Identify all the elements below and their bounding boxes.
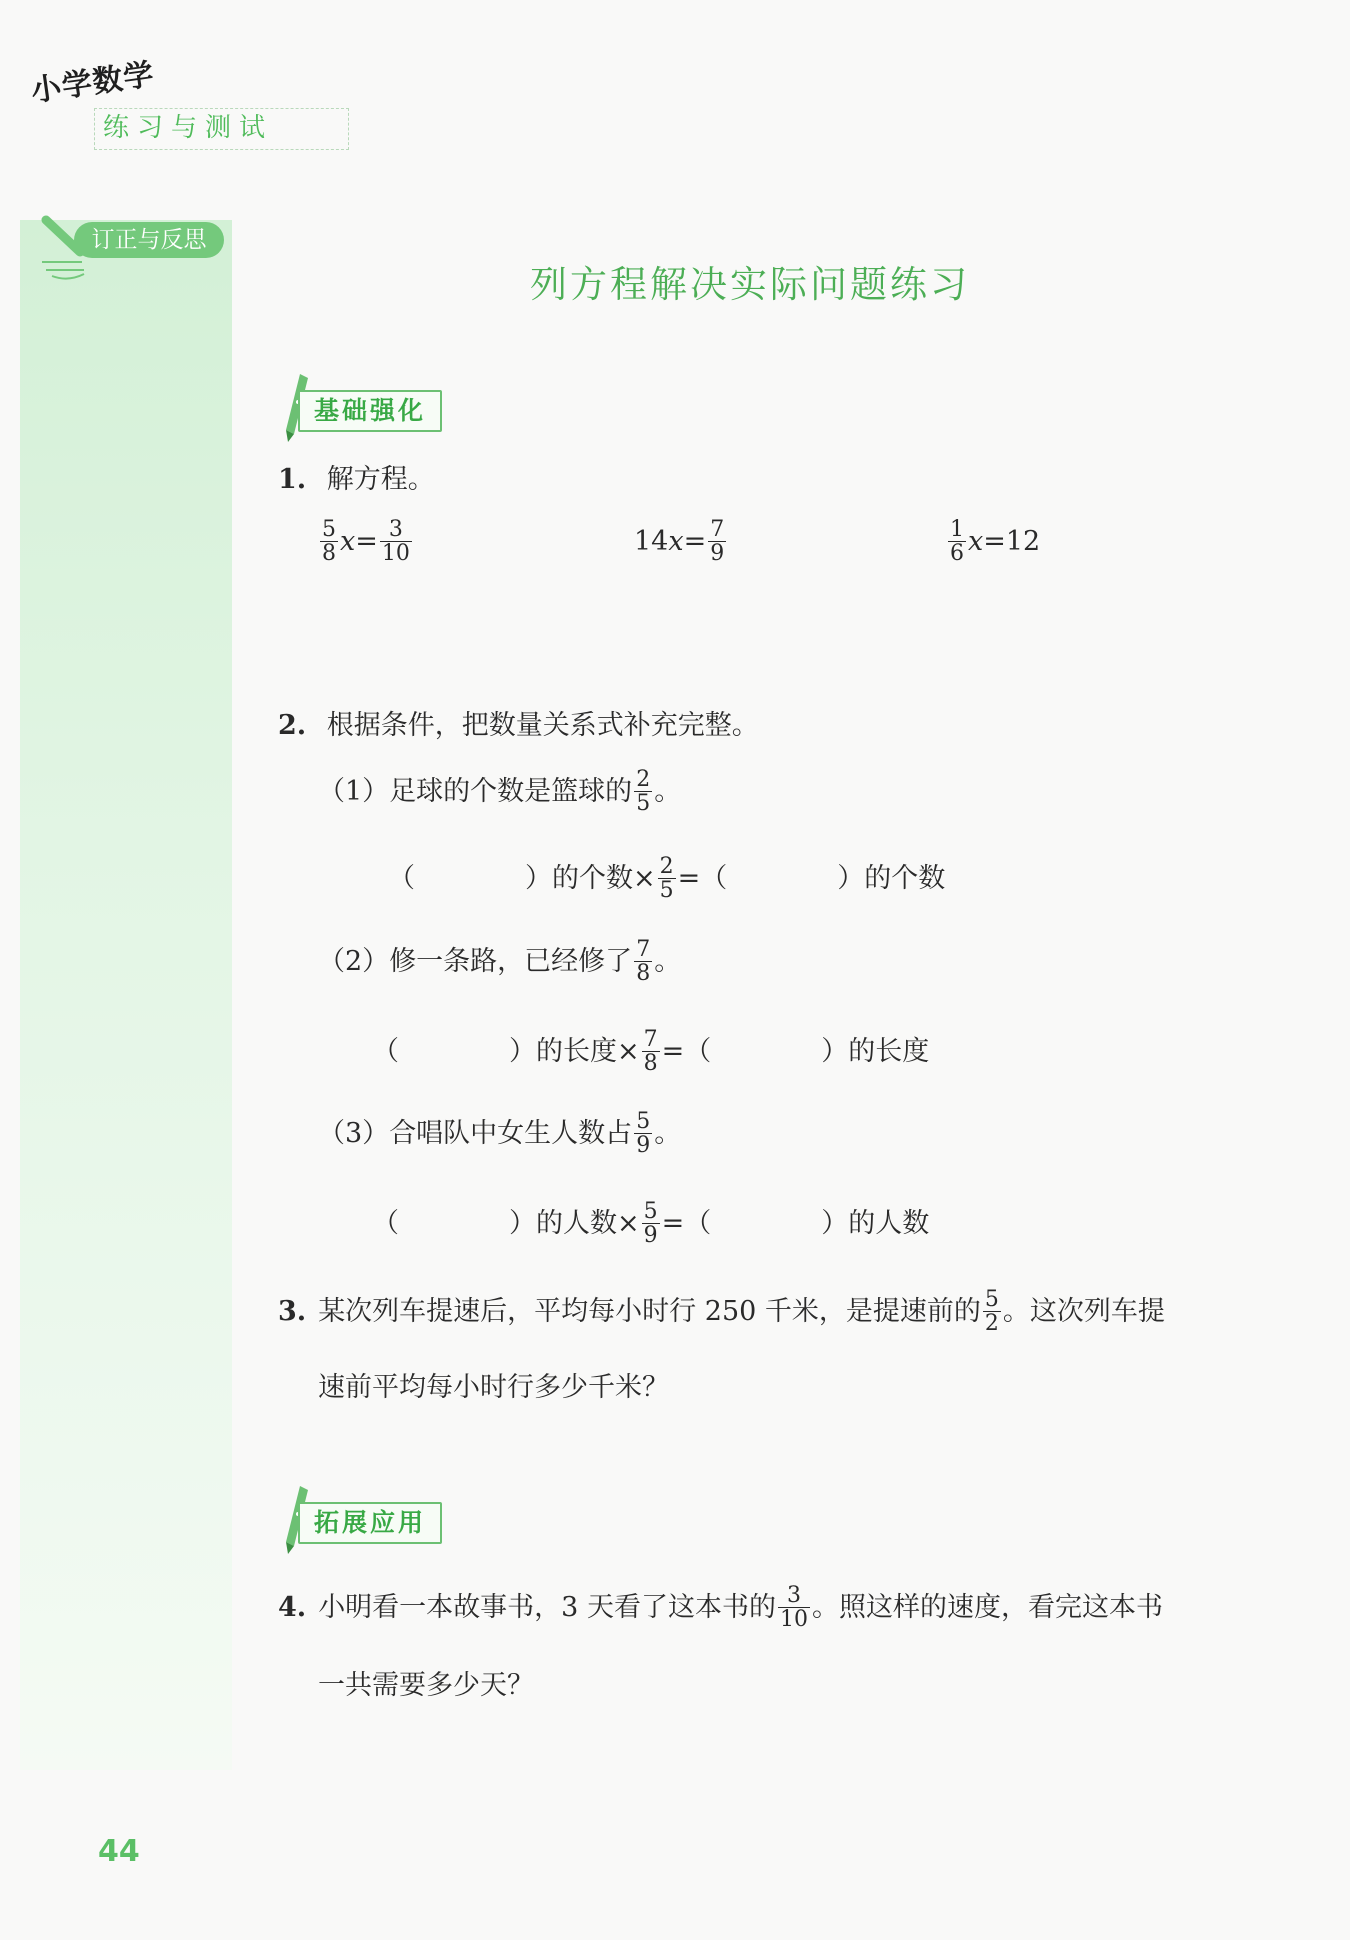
frac-numerator: 5 <box>636 1109 651 1134</box>
q1-number: 1. <box>278 464 307 495</box>
relation-text: ）的长度× <box>509 1036 640 1068</box>
q1-text: 解方程。 <box>326 464 435 495</box>
frac-denominator: 8 <box>643 1051 658 1077</box>
relation-text: ）的人数 <box>821 1208 930 1240</box>
q2-number: 2. <box>278 710 307 741</box>
period: 。 <box>654 946 682 978</box>
part-condition: 足球的个数是篮球的 <box>389 776 633 808</box>
correction-label: 订正与反思 <box>74 222 224 258</box>
part-label: （2） <box>318 946 390 978</box>
q2-part-3-condition <box>318 1110 681 1157</box>
relation-text: ）的个数× <box>525 863 656 895</box>
relation-text: ）的个数 <box>837 863 946 895</box>
operator: = <box>983 526 1006 558</box>
period: 。 <box>654 1118 682 1150</box>
q1-line <box>278 466 435 493</box>
frac-denominator: 9 <box>636 1133 651 1159</box>
q2-part-1-relation <box>388 855 945 902</box>
frac-numerator: 2 <box>659 854 674 879</box>
frac-numerator: 3 <box>388 517 403 542</box>
q3-line-1 <box>278 1288 1165 1335</box>
frac-numerator: 5 <box>984 1287 999 1312</box>
q4-text-b: 。照这样的速度，看完这本书 <box>811 1592 1163 1624</box>
q2-line <box>278 712 759 739</box>
section-extend-label: 拓展应用 <box>298 1502 442 1544</box>
q2-part-1-condition <box>318 768 681 815</box>
frac-denominator: 5 <box>659 878 674 904</box>
equals-blank: =（ <box>661 1208 712 1240</box>
relation-text: ）的长度 <box>821 1036 930 1068</box>
frac-denominator: 8 <box>322 541 336 567</box>
q1-equation-3 <box>946 518 1040 565</box>
blank-open: （ <box>372 1036 399 1068</box>
frac-numerator: 2 <box>636 767 651 792</box>
equals-blank: =（ <box>661 1036 712 1068</box>
frac-denominator: 9 <box>643 1223 658 1249</box>
q4-text-a: 小明看一本故事书，3 天看了这本书的 <box>318 1592 776 1624</box>
q2-text: 根据条件，把数量关系式补充完整。 <box>326 710 759 741</box>
q2-part-2-relation <box>372 1028 929 1075</box>
coefficient: 14 <box>634 526 669 558</box>
variable: x <box>340 526 356 558</box>
frac-denominator: 9 <box>710 541 725 567</box>
frac-denominator: 10 <box>779 1607 808 1633</box>
frac-numerator: 5 <box>322 517 336 542</box>
q3-number: 3. <box>278 1296 307 1328</box>
equals-blank: =（ <box>677 863 728 895</box>
variable: x <box>668 526 684 558</box>
q4-line-2: 一共需要多少天？ <box>318 1670 534 1701</box>
q3-line-2: 速前平均每小时行多少千米？ <box>318 1372 669 1403</box>
part-label: （3） <box>318 1118 390 1150</box>
operator: = <box>683 526 707 558</box>
frac-numerator: 7 <box>643 1027 658 1052</box>
frac-denominator: 6 <box>950 541 964 567</box>
section-basic-label: 基础强化 <box>298 390 442 432</box>
frac-numerator: 1 <box>950 517 964 542</box>
brand-sub: 练习与测试 <box>103 113 274 143</box>
q4-line-1 <box>278 1584 1163 1631</box>
brand-main: 小学数学 <box>28 57 157 110</box>
rhs-value: 12 <box>1005 526 1041 558</box>
q4-number: 4. <box>278 1592 307 1624</box>
blank-open: （ <box>388 863 415 895</box>
part-condition: 修一条路，已经修了 <box>389 946 633 978</box>
q3-text-b: 。这次列车提 <box>1002 1296 1165 1328</box>
frac-denominator: 10 <box>381 541 410 567</box>
part-label: （1） <box>318 776 390 808</box>
brand-logo <box>28 57 274 143</box>
brand-sub-box <box>94 108 349 150</box>
correction-sidebar <box>20 220 232 1770</box>
q2-part-2-condition <box>318 938 681 985</box>
relation-text: ）的人数× <box>509 1208 640 1240</box>
frac-numerator: 5 <box>643 1199 658 1224</box>
frac-numerator: 7 <box>636 937 651 962</box>
period: 。 <box>654 776 682 808</box>
page-title: 列方程解决实际问题练习 <box>530 263 970 306</box>
frac-denominator: 2 <box>984 1311 999 1337</box>
q2-part-3-relation <box>372 1200 929 1247</box>
frac-numerator: 3 <box>786 1583 801 1608</box>
blank-open: （ <box>372 1208 399 1240</box>
part-condition: 合唱队中女生人数占 <box>389 1118 633 1150</box>
q1-equation-2 <box>634 518 728 565</box>
operator: = <box>355 526 378 558</box>
frac-numerator: 7 <box>710 517 725 542</box>
frac-denominator: 8 <box>636 961 651 987</box>
frac-denominator: 5 <box>636 791 651 817</box>
page-number: 44 <box>98 1834 140 1869</box>
q1-equation-1 <box>318 518 414 565</box>
q3-text-a: 某次列车提速后，平均每小时行 250 千米，是提速前的 <box>318 1296 981 1328</box>
variable: x <box>968 526 984 558</box>
